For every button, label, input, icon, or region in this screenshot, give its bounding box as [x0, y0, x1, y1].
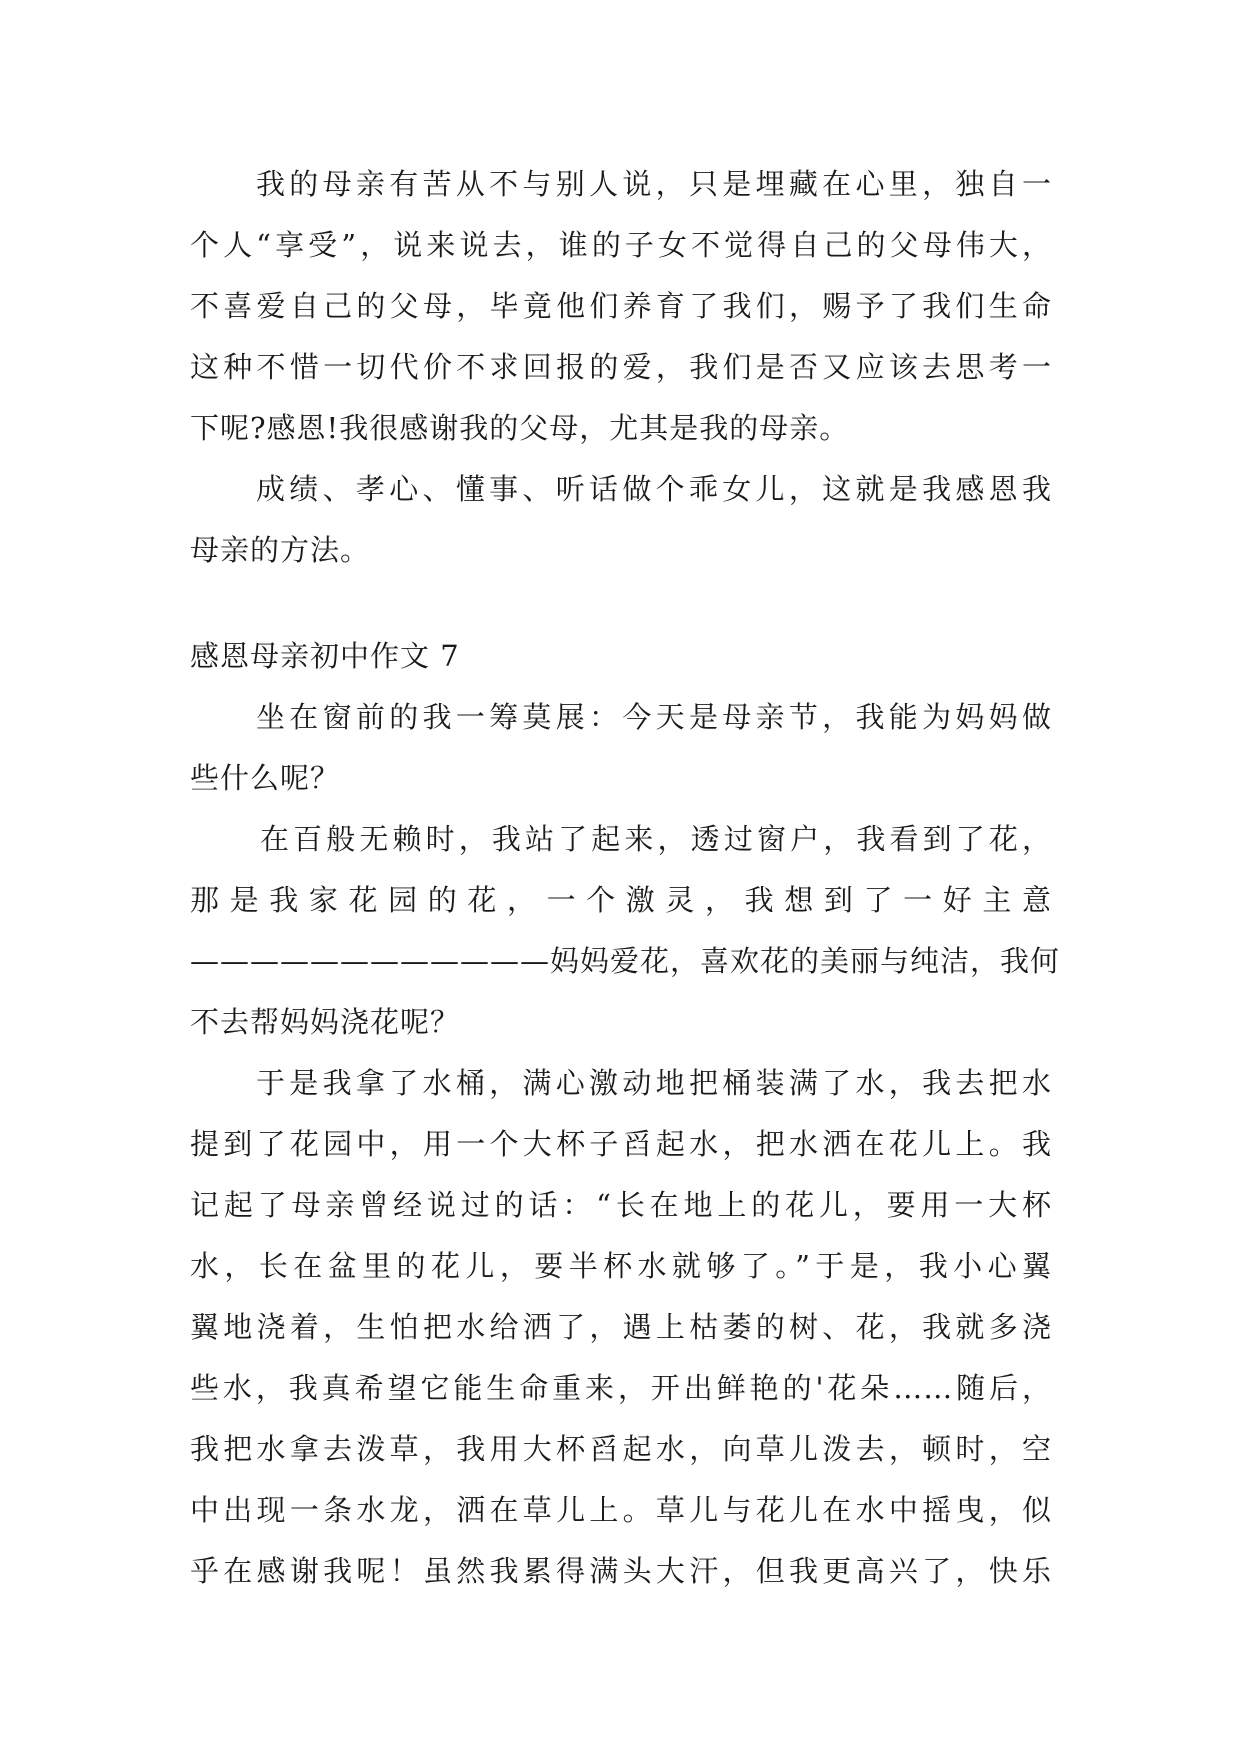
- text-line: 个人“享受”，说来说去，谁的子女不觉得自己的父母伟大，: [190, 228, 1052, 262]
- text-line: 这种不惜一切代价不求回报的爱，我们是否又应该去思考一: [190, 350, 1052, 384]
- paragraph: [190, 687, 1052, 809]
- text-line: 我把水拿去泼草，我用大杯舀起水，向草儿泼去，顿时，空: [190, 1432, 1052, 1466]
- text-line: 些什么呢？: [190, 761, 341, 795]
- text-line: 那是我家花园的花，一个激灵，我想到了一好主意: [190, 883, 1052, 917]
- paragraph: [190, 1053, 1052, 1602]
- text-line: 水，长在盆里的花儿，要半杯水就够了。”于是，我小心翼: [190, 1249, 1052, 1283]
- essay-title: 感恩母亲初中作文 7: [190, 639, 460, 673]
- text-line: 些水，我真希望它能生命重来，开出鲜艳的'花朵……随后，: [190, 1371, 1052, 1405]
- text-line: 于是我拿了水桶，满心激动地把桶装满了水，我去把水: [256, 1066, 1052, 1100]
- text-block-essay: [190, 626, 1061, 1602]
- text-line: 母亲的方法。: [190, 533, 371, 567]
- text-line: ————————————妈妈爱花，喜欢花的美丽与纯洁，我何: [190, 944, 1061, 978]
- text-line: 乎在感谢我呢！虽然我累得满头大汗，但我更高兴了，快乐: [190, 1554, 1052, 1588]
- text-line: 坐在窗前的我一筹莫展：今天是母亲节，我能为妈妈做: [256, 700, 1052, 734]
- text-line: 我的母亲有苦从不与别人说，只是埋藏在心里，独自一: [256, 167, 1052, 201]
- text-line: 中出现一条水龙，洒在草儿上。草儿与花儿在水中摇曳，似: [190, 1493, 1052, 1527]
- paragraph: [190, 154, 1052, 459]
- text-line: 在百般无赖时，我站了起来，透过窗户，我看到了花，: [260, 822, 1052, 856]
- paragraph: [190, 459, 1052, 581]
- text-line: 记起了母亲曾经说过的话：“长在地上的花儿，要用一大杯: [190, 1188, 1052, 1222]
- text-line: 下呢?感恩!我很感谢我的父母，尤其是我的母亲。: [190, 411, 850, 445]
- text-line: 翼地浇着，生怕把水给洒了，遇上枯萎的树、花，我就多浇: [190, 1310, 1052, 1344]
- text-line: 提到了花园中，用一个大杯子舀起水，把水洒在花儿上。我: [190, 1127, 1052, 1161]
- text-line: 不喜爱自己的父母，毕竟他们养育了我们，赐予了我们生命: [190, 289, 1052, 323]
- text-line: 不去帮妈妈浇花呢？: [190, 1005, 461, 1039]
- text-line: 成绩、孝心、懂事、听话做个乖女儿，这就是我感恩我: [256, 472, 1052, 506]
- paragraph: [190, 809, 1061, 1053]
- text-block-top: [190, 154, 1052, 581]
